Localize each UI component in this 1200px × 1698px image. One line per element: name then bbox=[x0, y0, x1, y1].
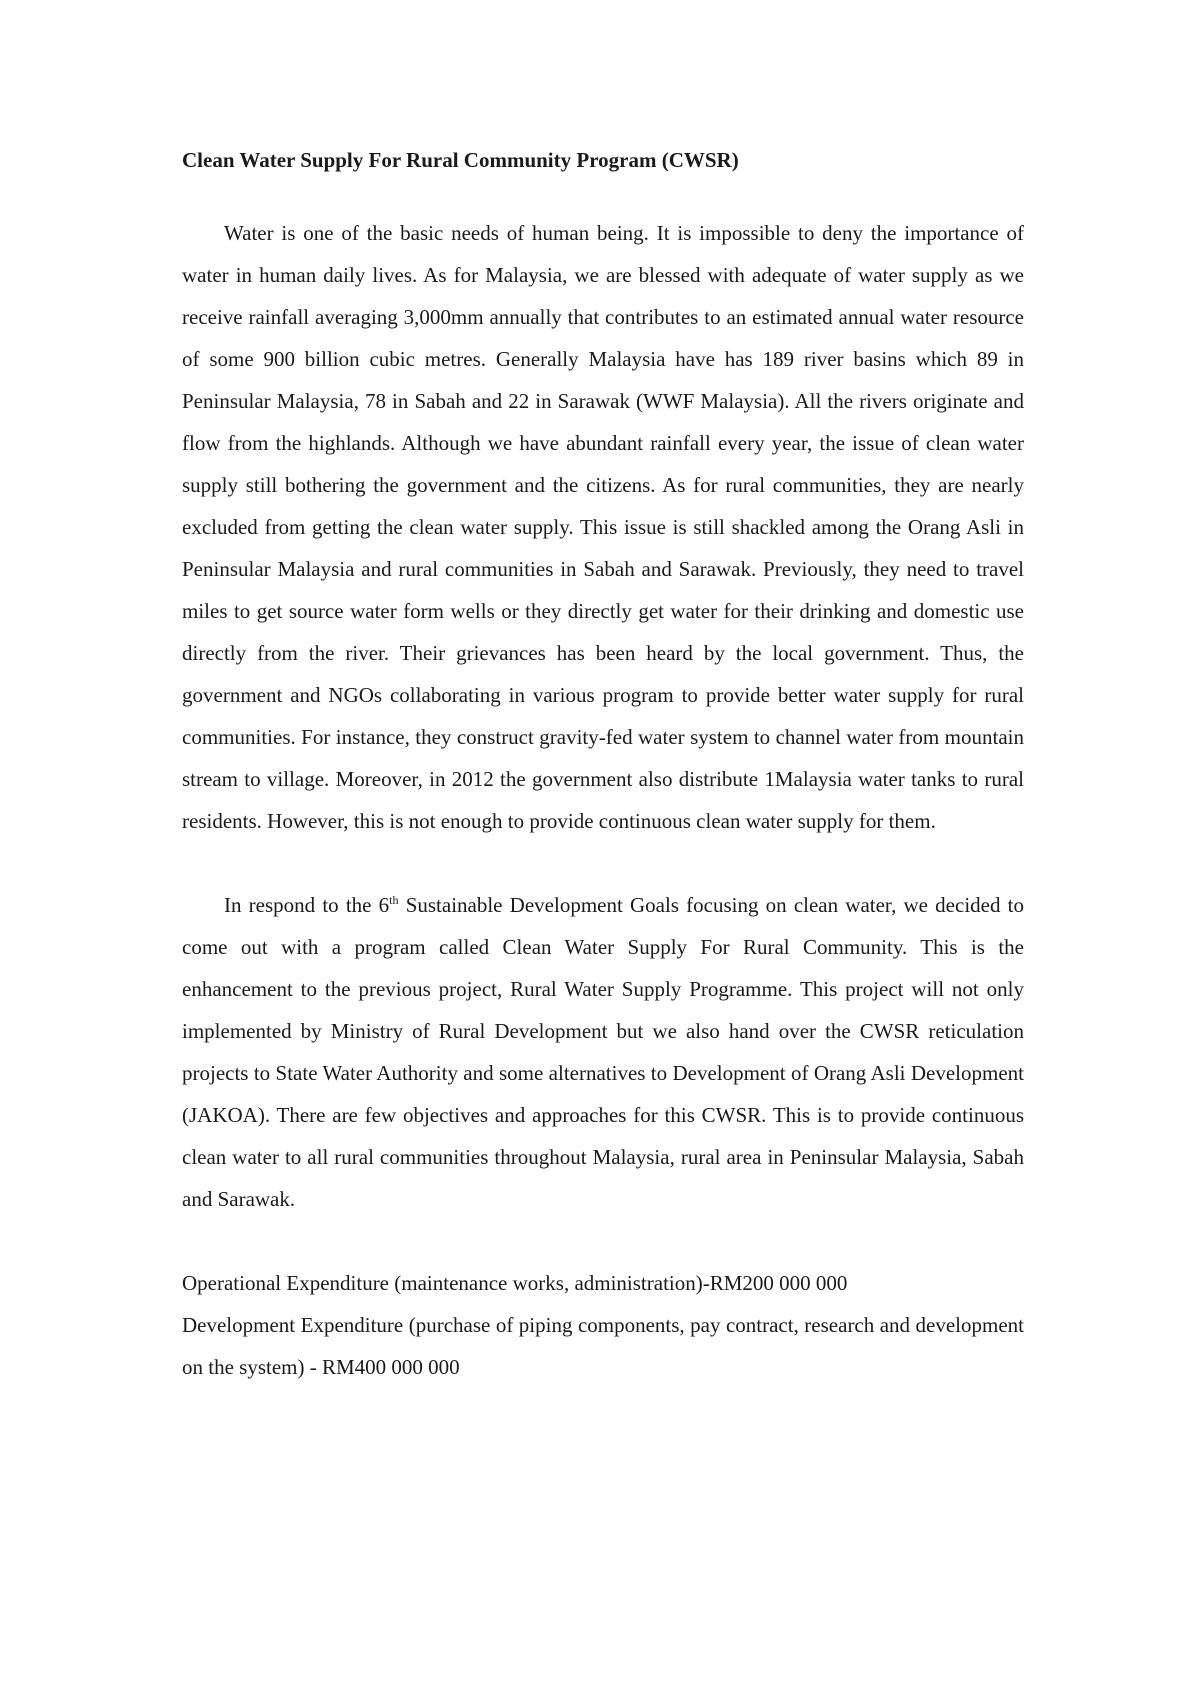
paragraph-program-rest: Sustainable Development Goals focusing on clean water, we decided to come out with a program called Clean Water Supply For Rural Community. This is the enhancement to the previous project, Rural Water Supply Programme. This project will not only implemented by Ministry of Rural Development but we also hand over the CWSR reticulation projects to State Water Authority and some alternatives to Development of Orang Asli Development (JAKOA). There are few objectives and approaches for this CWSR. This is to provide continuous clean water to all rural communities throughout Malaysia, rural area in Peninsular Malaysia, Sabah and Sarawak. bbox=[182, 893, 1024, 1211]
development-expenditure: Development Expenditure (purchase of piping components, pay contract, research and development on the system) - RM400 000 000 bbox=[182, 1313, 1024, 1379]
paragraph-program-response bbox=[182, 884, 1024, 1220]
document-body bbox=[182, 144, 1024, 1388]
operational-expenditure: Operational Expenditure (maintenance works, administration)-RM200 000 000 bbox=[182, 1271, 848, 1295]
ordinal-suffix: th bbox=[389, 893, 399, 907]
paragraph-spacer bbox=[182, 842, 1024, 884]
paragraph-water-needs: Water is one of the basic needs of human being. It is impossible to deny the importance of water in human daily lives. As for Malaysia, we are blessed with adequate of water supply as we receive rainfall averaging 3,000mm annually that contributes to an estimated annual water resource of some 900 billion cubic metres. Generally Malaysia have has 189 river basins which 89 in Peninsular Malaysia, 78 in Sabah and 22 in Sarawak (WWF Malaysia). All the rivers originate and flow from the highlands. Although we have abundant rainfall every year, the issue of clean water supply still bothering the government and the citizens. As for rural communities, they are nearly excluded from getting the clean water supply. This issue is still shackled among the Orang Asli in Peninsular Malaysia and rural communities in Sabah and Sarawak. Previously, they need to travel miles to get source water form wells or they directly get water for their drinking and domestic use directly from the river. Their grievances has been heard by the local government. Thus, the government and NGOs collaborating in various program to provide better water supply for rural communities. For instance, they construct gravity-fed water system to channel water from mountain stream to village. Moreover, in 2012 the government also distribute 1Malaysia water tanks to rural residents. However, this is not enough to provide continuous clean water supply for them. bbox=[182, 221, 1024, 833]
document-title: Clean Water Supply For Rural Community Program (CWSR) bbox=[182, 148, 739, 172]
paragraph-spacer bbox=[182, 1220, 1024, 1262]
paragraph-program-start: In respond to the 6 bbox=[224, 893, 390, 917]
